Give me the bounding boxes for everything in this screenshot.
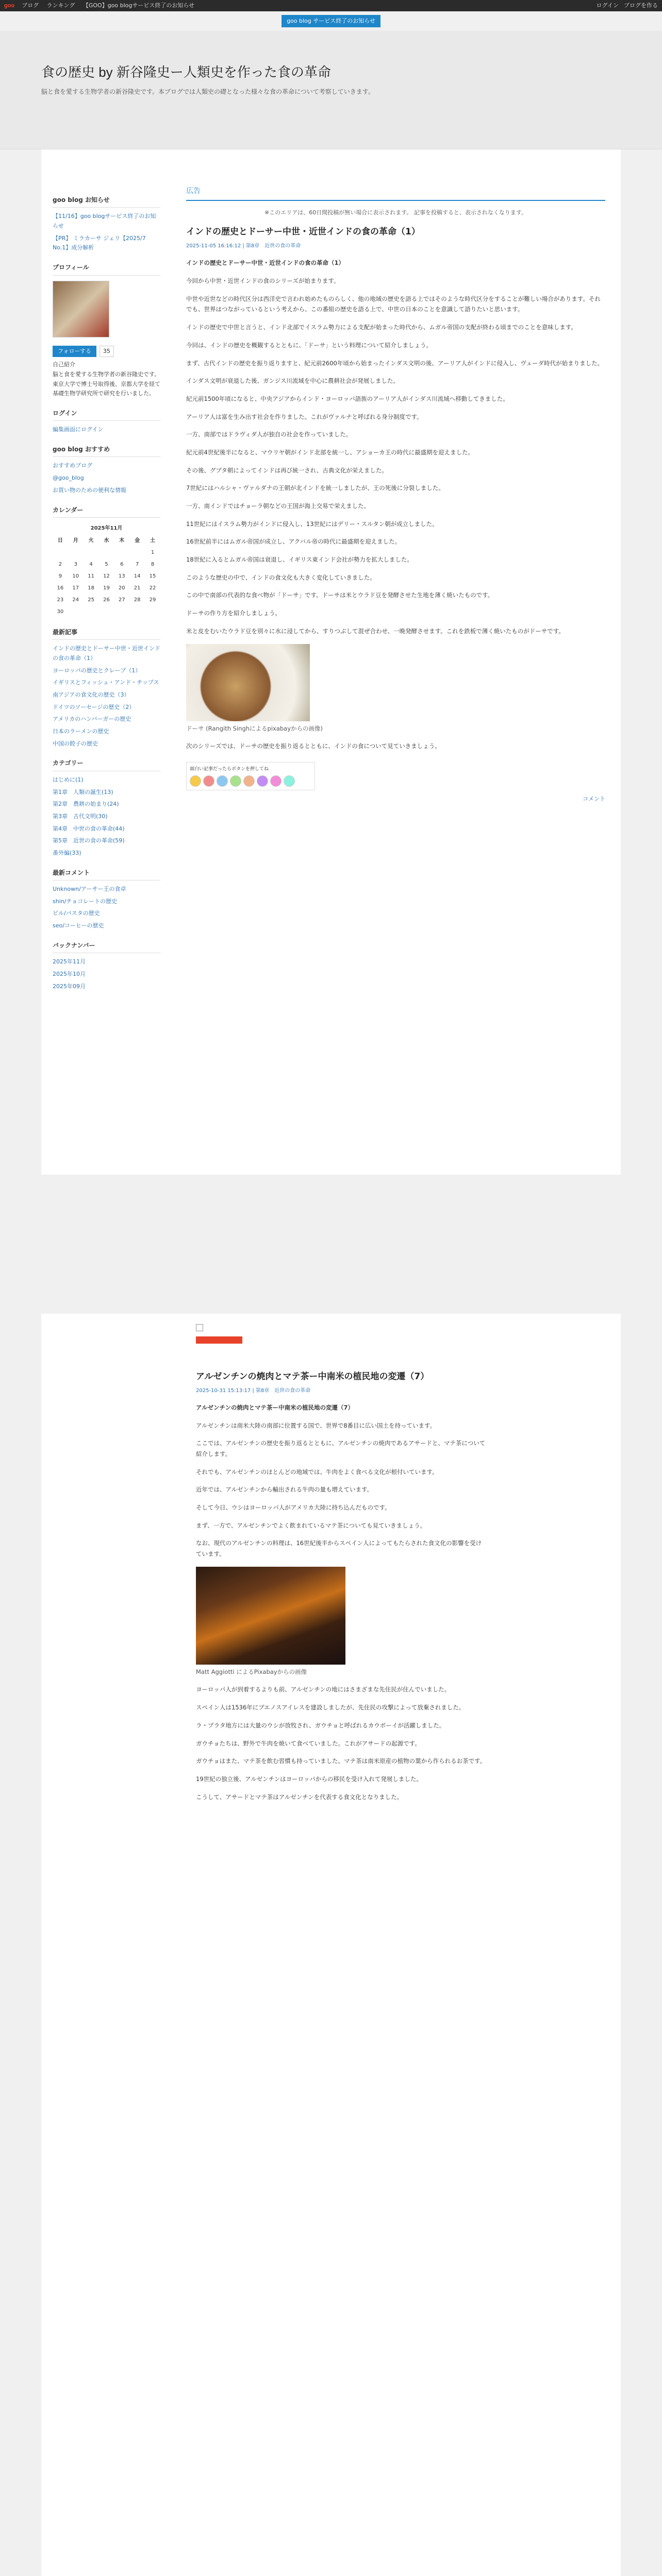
page-body: [41, 149, 621, 1175]
calendar-day[interactable]: 28: [134, 597, 141, 603]
recent-item[interactable]: ドイツのソーセージの歴史（2）: [53, 703, 135, 710]
calendar-day[interactable]: 8: [151, 561, 155, 567]
asado-photo: [196, 1567, 345, 1665]
entry-paragraph: アルゼンチンは南米大陸の南部に位置する国で、世界で8番目に広い国土を持っています。: [196, 1421, 436, 1429]
calendar-day[interactable]: 30: [57, 608, 64, 615]
calendar-day[interactable]: 21: [134, 585, 141, 591]
entry-paragraph: その後、グプタ朝によってインドは再び統一され、古典文化が栄えました。: [186, 466, 388, 474]
entry-paragraph: 紀元前4世紀後半になると、マウリヤ朝がインド北部を統一し、アショーカ王の時代に最盛期を迎えました。: [186, 448, 474, 456]
category-list: [53, 775, 160, 858]
service-notice: [0, 11, 662, 31]
calendar-weekday: 火: [88, 537, 94, 544]
calendar-day: [145, 606, 160, 618]
category-item[interactable]: 第1章 人類の誕生(13): [53, 788, 113, 795]
recent-item[interactable]: 日本のラーメンの歴史: [53, 728, 109, 735]
calendar-day[interactable]: 2: [58, 561, 62, 567]
entry-title[interactable]: アルゼンチンの焼肉とマテ茶ー中南米の植民地の変遷（7）: [196, 1371, 429, 1382]
calendar-day[interactable]: 15: [149, 573, 156, 579]
login-link[interactable]: ログイン: [596, 2, 619, 9]
entry-paragraph: この中で南部の代表的な食べ物が「ドーサ」です。ドーサは米とウラド豆を発酵させた生地を薄く焼いたものです。: [186, 591, 494, 599]
entry-paragraph: ドーサの作り方を紹介しましょう。: [186, 609, 281, 617]
calendar: [53, 522, 160, 618]
entry-paragraph: インドの歴史で中世と言うと、インド北部でイスラム勢力による支配が始まった時代から、ムガル帝国の支配が終わる頃までのことを意味します。: [186, 324, 577, 331]
entry-lead: インドの歴史とドーサー中世・近世インドの食の革命（1）: [186, 259, 344, 267]
nav-ranking[interactable]: ランキング: [46, 2, 75, 9]
entry-paragraph: まず、古代インドの歴史を振り返りますと、紀元前2600年頃から始まったインダス文明の後、アーリア人がインドに侵入し、ヴェーダ時代が始まりました。: [186, 359, 604, 367]
calendar-day: [99, 547, 114, 558]
recommend-heading: goo blog おすすめ: [53, 444, 160, 457]
profile-text: 脳と食を愛する生物学者の新谷隆史です。東京大学で博士号取得後、京都大学を経て基礎生物学研究所で研究を行いました。: [53, 370, 160, 397]
entry-paragraph: ここでは、アルゼンチンの歴史を振り返るとともに、アルゼンチンの焼肉であるアサードと、マテ茶について紹介します。: [196, 1439, 486, 1458]
recent-item[interactable]: ヨーロッパの歴史とクレープ（1）: [53, 667, 141, 674]
entry-paragraph: なお、現代のアルゼンチンの料理は、16世紀後半からスペイン人によってもたらされた食文化の影響を受けています。: [196, 1539, 482, 1558]
category-item[interactable]: 第3章 古代文明(30): [53, 812, 108, 820]
calendar-day: [84, 606, 99, 618]
backnumber-item[interactable]: 2025年10月: [53, 970, 86, 977]
global-nav: [22, 1, 201, 11]
calendar-day[interactable]: 19: [103, 585, 110, 591]
photo-caption: ドーサ (Rangith Singhによるpixabayからの画像): [186, 724, 323, 732]
calendar-day[interactable]: 17: [72, 585, 79, 591]
ad-frame-icon: [196, 1324, 203, 1331]
entry-meta[interactable]: 2025-10-31 15:13:17 | 第8章 近世の食の革命: [196, 1387, 311, 1394]
entry-paragraph: 一方、南インドではチョーラ朝などの王国が海上交易で栄えました。: [186, 502, 370, 510]
calendar-day[interactable]: 14: [134, 573, 141, 579]
entry-paragraph: ガウチョはまた、マテ茶を飲む習慣も持っていました。マテ茶は南米原産の植物の葉から作られるお茶です。: [196, 1757, 486, 1765]
calendar-day: [114, 606, 129, 618]
reaction-icon[interactable]: [284, 775, 295, 787]
entry-paragraph: 今回から中世・近世インドの食のシリーズが始まります。: [186, 277, 340, 285]
comment-heading: 最新コメント: [53, 868, 160, 880]
login-heading: ログイン: [53, 408, 160, 421]
entry-paragraph: こうして、アサードとマテ茶はアルゼンチンを代表する食文化となりました。: [196, 1793, 403, 1801]
calendar-day[interactable]: 25: [88, 597, 94, 603]
service-notice-link[interactable]: goo blog サービス終了のお知らせ: [282, 15, 380, 28]
entry-paragraph: まず、一方で、アルゼンチンでよく飲まれているマテ茶についても見ていきましょう。: [196, 1521, 426, 1529]
reaction-icon[interactable]: [257, 775, 268, 787]
edit-login-link[interactable]: 編集画面にログイン: [53, 426, 104, 433]
calendar-day[interactable]: 23: [57, 597, 64, 603]
entry-title[interactable]: インドの歴史とドーサー中世・近世インドの食の革命（1）: [186, 227, 420, 238]
recent-heading: 最新記事: [53, 627, 160, 640]
goo-blog-badge[interactable]: [196, 1336, 242, 1344]
entry-paragraph: ラ・プラタ地方には大量のウシが放牧され、ガウチョと呼ばれるカウボーイが活躍しました。: [196, 1721, 445, 1729]
blog-title[interactable]: 食の歴史 by 新谷隆史ー人類史を作った食の革命: [41, 64, 331, 80]
backnumber-item[interactable]: 2025年09月: [53, 982, 86, 990]
comment-item[interactable]: ビル/パスタの歴史: [53, 910, 100, 917]
entry-paragraph: 11世紀にはイスラム勢力がインドに侵入し、13世紀にはデリー・スルタン朝が成立しました。: [186, 520, 438, 528]
entry-paragraph: ヨーロッパ人が到着するよりも前、アルゼンチンの地にはさまざまな先住民が住んでいました。: [196, 1686, 451, 1693]
entry-paragraph: アーリア人は富を生み出す社会を作りました。これがヴァルナと呼ばれる身分制度です。: [186, 413, 423, 420]
follower-count: 35: [100, 346, 114, 358]
category-item[interactable]: はじめに(1): [53, 776, 84, 783]
ad-note: ※このエリアは、60日間投稿が無い場合に表示されます。 記事を投稿すると、表示されなくなります。: [264, 209, 527, 216]
calendar-weekday: 月: [73, 537, 78, 544]
entry-body: [196, 1420, 487, 1560]
calendar-weekday: 水: [104, 537, 109, 544]
recent-list: [53, 644, 160, 749]
entry-paragraph: 16世紀前半にはムガル帝国が成立し、アクバル帝の時代に最盛期を迎えました。: [186, 538, 401, 546]
calendar-day[interactable]: 10: [72, 573, 79, 579]
ad-label: 広告: [186, 185, 605, 201]
dosa-photo: [186, 644, 310, 721]
calendar-day[interactable]: 29: [149, 597, 156, 603]
nav-notice[interactable]: 【GOO】goo blogサービス終了のお知らせ: [82, 2, 195, 9]
reaction-icon[interactable]: [190, 775, 201, 787]
backnumber-heading: バックナンバー: [53, 940, 160, 953]
section-gap: [0, 1175, 662, 1314]
reaction-icon[interactable]: [243, 775, 255, 787]
profile-image: [53, 281, 109, 337]
calendar-day[interactable]: 4: [89, 561, 93, 567]
sidebar: [41, 175, 168, 1175]
comment-link[interactable]: コメント: [583, 795, 605, 803]
calendar-day[interactable]: 5: [105, 561, 108, 567]
category-item[interactable]: 第2章 農耕の始まり(24): [53, 801, 119, 808]
entry-paragraph: それでも、アルゼンチンのほとんどの地域では、牛肉をよく食べる文化が根付いています。: [196, 1468, 438, 1476]
reaction-icon[interactable]: [217, 775, 228, 787]
calendar-weekday: 土: [150, 537, 156, 544]
calendar-day: [129, 547, 145, 558]
entry-lead: アルゼンチンの焼肉とマテ茶ー中南米の植民地の変遷（7）: [196, 1403, 354, 1411]
calendar-day[interactable]: 18: [88, 585, 94, 591]
backnumber-item[interactable]: 2025年11月: [53, 958, 86, 965]
calendar-day[interactable]: 27: [118, 597, 125, 603]
entry-paragraph: インダス文明が衰退した後、ガンジス川流域を中心に農耕社会が発展しました。: [186, 377, 399, 385]
recent-item[interactable]: インドの歴史とドーサー中世・近世インドの食の革命（1）: [53, 645, 160, 662]
category-item[interactable]: 第4章 中世の食の革命(44): [53, 825, 125, 832]
calendar-day[interactable]: 24: [72, 597, 79, 603]
comment-item[interactable]: seo/コーヒーの歴史: [53, 922, 104, 929]
entry-paragraph: 今回は、インドの歴史を概観するとともに、「ドーサ」という料理について紹介しましょう。: [186, 341, 433, 349]
calendar-weekday: 木: [119, 537, 125, 544]
calendar-day: [84, 547, 99, 558]
global-actions: [597, 1, 658, 11]
calendar-day[interactable]: 1: [151, 549, 155, 555]
entry-body: [186, 276, 605, 636]
category-item[interactable]: 番外編(33): [53, 849, 81, 856]
calendar-day: [53, 547, 68, 558]
calendar-day[interactable]: 3: [74, 561, 77, 567]
calendar-day[interactable]: 26: [103, 597, 110, 603]
comment-item[interactable]: Unknown/アーサー王の食卓: [53, 886, 126, 893]
recent-item[interactable]: イギリスとフィッシュ・アンド・チップス: [53, 679, 159, 686]
calendar-weekday: 日: [57, 537, 63, 544]
recommend-item[interactable]: お買い物のための便利な情報: [53, 486, 126, 494]
entry-body-2: [196, 1684, 487, 1802]
main-content: [168, 175, 621, 1175]
recommend-item[interactable]: @goo_blog: [53, 474, 84, 482]
global-bar: [0, 0, 662, 11]
entry-paragraph: そして今日、ウシはヨーロッパ人がアメリカ大陸に持ち込んだものです。: [196, 1504, 391, 1512]
follow-button[interactable]: フォローする: [53, 346, 96, 358]
calendar-day: [68, 606, 84, 618]
calendar-day: [129, 606, 145, 618]
entry-paragraph: 米と皮をむいたウラド豆を別々に水に浸してから、すりつぶして混ぜ合わせ、一晩発酵させます。これを鉄板で薄く焼いたものがドーサです。: [186, 627, 565, 635]
reaction-icon[interactable]: [270, 775, 282, 787]
goo-logo[interactable]: goo: [4, 2, 15, 9]
calendar-day: [99, 606, 114, 618]
recent-item[interactable]: 中国の餃子の歴史: [53, 740, 98, 747]
entry-paragraph: ガウチョたちは、野外で牛肉を焼いて食べていました。これがアサードの起源です。: [196, 1739, 421, 1747]
nav-blog[interactable]: ブログ: [22, 2, 39, 9]
calendar-day[interactable]: 9: [58, 573, 62, 579]
calendar-day[interactable]: 22: [149, 585, 156, 591]
calendar-day[interactable]: 13: [118, 573, 125, 579]
entry-paragraph: 紀元前1500年頃になると、中央アジアからインド・ヨーロッパ語族のアーリア人がインダス川流域へ移動してきました。: [186, 395, 509, 402]
entry-paragraph: 18世紀に入るとムガル帝国は衰退し、イギリス東インド会社が勢力を拡大しました。: [186, 556, 413, 564]
calendar-day[interactable]: 7: [135, 561, 139, 567]
entry-paragraph: 一方、南部ではドラヴィダ人が独自の社会を作っていました。: [186, 431, 352, 438]
recent-item[interactable]: アメリカのハンバーガーの歴史: [53, 716, 131, 723]
recommend-item[interactable]: おすすめブログ: [53, 462, 93, 469]
create-blog-link[interactable]: ブログを作る: [624, 2, 658, 9]
calendar-day[interactable]: 12: [103, 573, 110, 579]
photo-caption: Matt Aggiotti によるPixabayからの画像: [196, 1668, 307, 1675]
backnumber-list: [53, 957, 160, 991]
profile-name: 自己紹介: [53, 361, 75, 368]
calendar-day[interactable]: 11: [88, 573, 94, 579]
entry-meta[interactable]: 2025-11-05 16:16:12 | 第8章 近世の食の革命: [186, 243, 301, 249]
entry-paragraph: 7世紀にはハルシャ・ヴァルダナの王朝が北インドを統一しましたが、王の死後に分裂しました。: [186, 484, 444, 492]
reaction-icon[interactable]: [203, 775, 214, 787]
reaction-label: 面白い記事だったらボタンを押してね: [190, 766, 269, 772]
calendar-day: [114, 547, 129, 558]
calendar-month: 2025年11月: [90, 525, 123, 531]
comment-list: [53, 885, 160, 931]
category-item[interactable]: 第5章 近世の食の革命(59): [53, 837, 125, 844]
entry-paragraph: 近年では、アルゼンチンから輸出される牛肉の量も増えています。: [196, 1486, 373, 1494]
reaction-icon[interactable]: [230, 775, 241, 787]
profile-heading: プロフィール: [53, 262, 160, 275]
entry-paragraph: このような歴史の中で、インドの食文化も大きく変化していきました。: [186, 573, 376, 581]
entry-closing: 次のシリーズでは、ドーサの歴史を振り返るとともに、インドの食について見ていきましょう。: [186, 742, 441, 750]
blog-description: 脳と食を愛する生物学者の新谷隆史です。本ブログでは人類史の礎となった様々な食の革命について考察していきます。: [41, 88, 374, 96]
calendar-day: [68, 547, 84, 558]
category-heading: カテゴリー: [53, 758, 160, 771]
reaction-widget: [186, 762, 315, 790]
owner-notice-item[interactable]: 【11/16】goo blogサービス終了のお知らせ: [53, 213, 156, 230]
entry: [186, 225, 605, 804]
calendar-day[interactable]: 6: [120, 561, 124, 567]
calendar-weekday: 金: [135, 537, 140, 544]
calendar-day[interactable]: 16: [57, 585, 64, 591]
follow-widget: [53, 346, 114, 358]
comment-item[interactable]: shin/チョコレートの歴史: [53, 897, 118, 905]
entry-2: [41, 1354, 621, 2576]
blog-header: [0, 31, 662, 149]
calendar-day[interactable]: 20: [118, 585, 125, 591]
entry-paragraph: 中世や近世などの時代区分は西洋史で言われ始めたものらしく、他の地域の歴史を語る上ではそのような時代区分をすることが難しい場合があります。それでも、世界はつながっているという考えから、この番組の歴史を語る上で、中世の日本のことを意識して語りたいと思います。: [186, 295, 601, 313]
entry-paragraph: スペイン人は1536年にブエノスアイレスを建設しましたが、先住民の攻撃によって放棄されました。: [196, 1704, 465, 1711]
entry-paragraph: 19世紀の独立後、アルゼンチンはヨーロッパからの移民を受け入れて発展しました。: [196, 1775, 422, 1783]
owner-notice-heading: goo blog お知らせ: [53, 195, 160, 208]
calendar-heading: カレンダー: [53, 505, 160, 518]
ad-banner: [41, 1314, 621, 1354]
recent-item[interactable]: 南アジアの食文化の歴史（3）: [53, 691, 130, 699]
owner-notice-item[interactable]: 【PR】 ミラカーサ ジェリ【2025/7 No.1】成分解析: [53, 234, 146, 251]
